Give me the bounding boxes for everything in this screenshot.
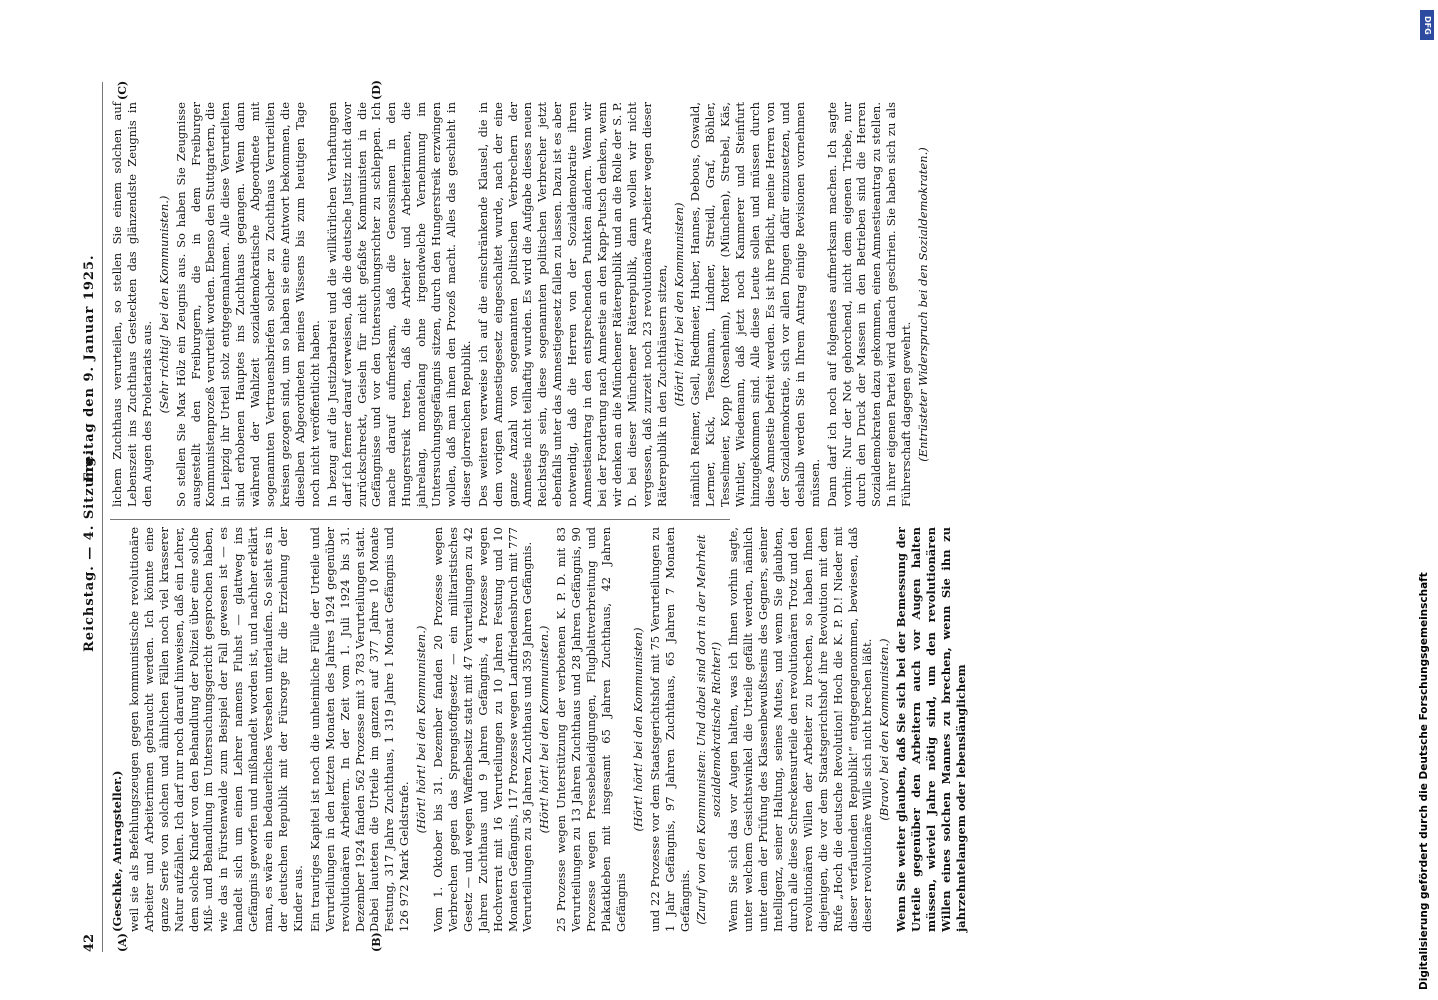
paragraph: Vom 1. Oktober bis 31. Dezember fanden 20 Prozesse wegen Verbrechen gegen das Sprengstoffgesetz — ein militaristisches Gesetz — und wegen Waffenbesitz statt mit 47 Verurteilungen zu 42 Jahren Zuchthaus und 9 Jahren Gefängnis, 4 Prozesse wegen Hochverrat mit 16 Verurteilungen zu 10 Jahren Festung und 10 Monaten Gefängnis, 117 Prozesse wegen Landfriedensbruch mit 777 Verurteilungen zu 36 Jahren Zuchthaus und 359 Jahren Gefängnis.	[431, 527, 535, 932]
paragraph: Ein trauriges Kapitel ist noch die unheimliche Fülle der Urteile und Verurteilungen in den letzten Monaten des Jahres 1924 gegenüber revolutionären Arbeitern. In der Zeit vom 1. Juli 1924 bis 31. Dezember 1924 fanden 562 Prozesse mit 3 783 Verurteilungen statt. Dabei lauteten die Urteile im ganzen auf 377 Jahre 10 Monate Festung, 317 Jahre Zuchthaus, 1 319 Jahre 1 Monat Gefängnis und 126 972 Mark Geldstrafe.	[307, 527, 412, 932]
paragraph: So stellen Sie Max Hölz ein Zeugnis aus. So haben Sie Zeugnisse ausgestellt den Freiburgern, die in dem Freiburger Kommunistenprozeß verurteilt worden. Ebenso den Stuttgartern, die in Leipzig ihr Urteil stolz entgegennahmen. Alle diese Verurteilten sind erhobenen Hauptes ins Zuchthaus gegangen. Wenn dann während der Wahlzeit sozialdemokratische Abgeordnete mit sogenannten Vertrauensbriefen solcher zu Zuchthaus Verurteilten kreisen gezogen sind, um so haben sie eine Antwort bekommen, die dieselben Abgeordneten meines Wissens bis zum heutigen Tage noch nicht veröffentlicht haben.	[173, 102, 322, 507]
margin-label-b: (B)	[370, 932, 383, 952]
interjection: (Hört! hört! bei den Kommunisten.)	[414, 625, 429, 834]
column-divider	[110, 519, 730, 520]
interjection: (Hört! hört! bei den Kommunisten)	[630, 627, 645, 832]
page-header	[80, 82, 103, 952]
paragraph: nämlich Reimer, Gsell, Riedmeier, Huber, Hannes, Debous, Oswald, Lermer, Kick, Tesselmann, Lindner, Streidl, Graf, Böhler, Tesselmeier, Kopp (Rosenheim), Rotter (München), Strebel, Käs, Wintler, Wiedemann, daß jetzt noch Kammerer und Steinfurt hinzugekommen sind. Alle diese Leute sollen und müssen durch diese Amnestie befreit werden. Es ist ihre Pflicht, meine Herren von der Sozialdemokratie, sich vor allen Dingen dafür einzusetzen, und deshalb werden Sie in Ihrem Antrag einige Revisionen vornehmen müssen.	[688, 102, 822, 507]
margin-label-c: (C)	[116, 80, 129, 100]
page-title: Reichstag. — 4. Sitzung.	[82, 450, 97, 652]
interjection: (Bravo! bei den Kommunisten.)	[877, 638, 892, 821]
interjection: (Zuruf von den Kommunisten: Und dabei sind dort in der Mehrheit sozialdemokratische Richter!)	[694, 534, 724, 925]
digitization-credit	[1418, 10, 1438, 990]
speaker-line: (Geschke, Antragsteller.)	[110, 770, 124, 932]
interjection: (Hört! hört! bei den Kommunisten.)	[537, 625, 552, 834]
paragraph: Wenn Sie weiter glauben, daß Sie sich bei der Bemessung der Urteile gegenüber den Arbeitern auch vor Augen halten müssen, wieviel Jahre nötig sind, um den revolutionären Willen eines solchen Mannes zu brechen, wenn Sie ihn zu jahrzehntelangem oder lebenslänglichem	[894, 527, 968, 932]
dfg-logo: DFG	[1420, 10, 1434, 40]
paragraph: Wenn Sie sich das vor Augen halten, was ich Ihnen vorhin sagte, unter welchem Gesichtswinkel die Urteile gefällt werden, nämlich unter dem der Prüfung des Klassenbewußtseins des Gegners, seiner Intelligenz, seiner Haltung, seines Mutes, und wenn Sie glaubten, durch alle diese Schreckensurteile den revolutionären Trotz und den revolutionären Willen der Arbeiter zu brechen, so haben Ihnen diejenigen, die vor dem Staatsgerichtshof ihre Revolution mit dem Rufe „Hoch die deutsche Revolution! Hoch die K. P. D.! Nieder mit dieser verfaulenden Republik!“ entgegengenommen, bewiesen, daß dieser revolutionäre Wille sich nicht brechen läßt.	[726, 527, 875, 932]
page-date: Freitag den 9. Januar 1925.	[82, 254, 97, 482]
credit-text: Digitalisierung gefördert durch die Deutsche Forschungsgemeinschaft	[1418, 572, 1430, 990]
paragraph: In bezug auf die Justizbarbarei und die willkürlichen Verhaftungen darf ich ferner darauf verweisen, daß die deutsche Justiz nicht davor zurückschreckt, Geiseln für nicht gefaßte Kommunisten in die Gefängnisse und vor den Untersuchungsrichter zu schleppen. Ich mache darauf aufmerksam, daß die Genossinnen in den Hungerstreik treten, daß die Arbeiter und Arbeiterinnen, die jahrelang, monatelang ohne irgendwelche Vernehmung im Untersuchungsgefängnis sitzen, durch den Hungerstreik erzwingen wollen, daß man ihnen den Prozeß macht. Alles das geschieht in dieser glorreichen Republik.	[324, 102, 473, 507]
paragraph: Dann darf ich noch auf folgendes aufmerksam machen. Ich sagte vorhin: Nur der Not gehorchend, nicht dem eigenen Triebe, nur durch den Druck der Massen in den Betrieben sind die Herren Sozialdemokraten dazu gekommen, einen Amnestieantrag zu stellen. In ihrer eigenen Partei wird danach geschrien. Sie haben sich zu als Führerschaft dagegen gewehrt.	[824, 102, 914, 507]
document-page	[80, 80, 968, 952]
interjection: (Entrüsteter Widerspruch bei den Sozialdemokraten.)	[916, 147, 931, 462]
interjection: (Hört! hört! bei den Kommunisten)	[671, 202, 686, 407]
margin-label-d: (D)	[370, 80, 383, 100]
paragraph: 25 Prozesse wegen Unterstützung der verbotenen K. P. D. mit 83 Verurteilungen zu 13 Jahren Zuchthaus und 28 Jahren Gefängnis, 90 Prozesse wegen Pressebeleidigungen, Flugblattverbreitung und Plakatkleben mit insgesamt 65 Jahren Zuchthaus, 42 Jahren Gefängnis	[554, 527, 628, 932]
paragraph: und 22 Prozesse vor dem Staatsgerichtshof mit 75 Verurteilungen zu 1 Jahr Gefängnis, 97 Jahren Zuchthaus, 65 Jahren 7 Monaten Gefängnis.	[647, 527, 692, 932]
interjection: (Sehr richtig! bei den Kommunisten.)	[156, 195, 171, 414]
right-column	[110, 102, 931, 507]
paragraph: weil sie als Befehlungszeugen gegen kommunistische revolutionäre Arbeiter und Arbeiterinnen gebraucht werden. Ich könnte eine ganze Serie von solchen und ähnlichen Fällen noch viel krasserer Natur aufzählen. Ich darf nur noch darauf hinweisen, daß ein Lehrer, dem solche Kinder von den Behandlung der Polizei über eine solche Miß- und Behandlung im Untersuchungsgericht gesprochen haben, wie das in Fürstenwalde zum Beispiel der Fall gewesen ist — es handelt sich um einen Lehrer namens Fluhst — glattweg ins Gefängnis geworfen und mißhandelt worden ist, und nachher erklärt man, es wäre ein bedauerliches Versehen unterlaufen. So sieht es in der deutschen Republik mit der Fürsorge für die Erziehung der Kinder aus.	[126, 527, 305, 932]
left-column	[110, 527, 968, 932]
page-number: 42	[82, 933, 97, 952]
paragraph: lichem Zuchthaus verurteilen, so stellen Sie einem solchen auf Lebenszeit ins Zuchthaus Gesteckten das glänzendste Zeugnis in den Augen des Proletariats aus.	[110, 102, 154, 507]
paragraph: Des weiteren verweise ich auf die einschränkende Klausel, die in dem vorigen Amnestiegesetz eingeschaltet wurde, nach der eine ganze Anzahl von sogenannten politischen Verbrechern der Amnestie nicht teilhaftig wurden. Es wird die Aufgabe dieses neuen Reichstags sein, diese sogenannten politischen Verbrecher jetzt ebenfalls unter das Amnestiegesetz fallen zu lassen. Dazu ist es aber notwendig, daß die Herren von der Sozialdemokratie ihren Amnestieantrag in den entsprechenden Punkten ändern. Wenn wir bei der Forderung nach Amnestie an den Kapp-Putsch denken, wenn wir denken an die Münchener Räterepublik und an die Rolle der S. P. D. bei dieser Münchener Räterepublik, dann wollen wir nicht vergessen, daß zurzeit noch 23 revolutionäre Arbeiter wegen dieser Räterepublik in den Zuchthäusern sitzen,	[475, 102, 669, 507]
margin-label-a: (A)	[116, 933, 129, 952]
